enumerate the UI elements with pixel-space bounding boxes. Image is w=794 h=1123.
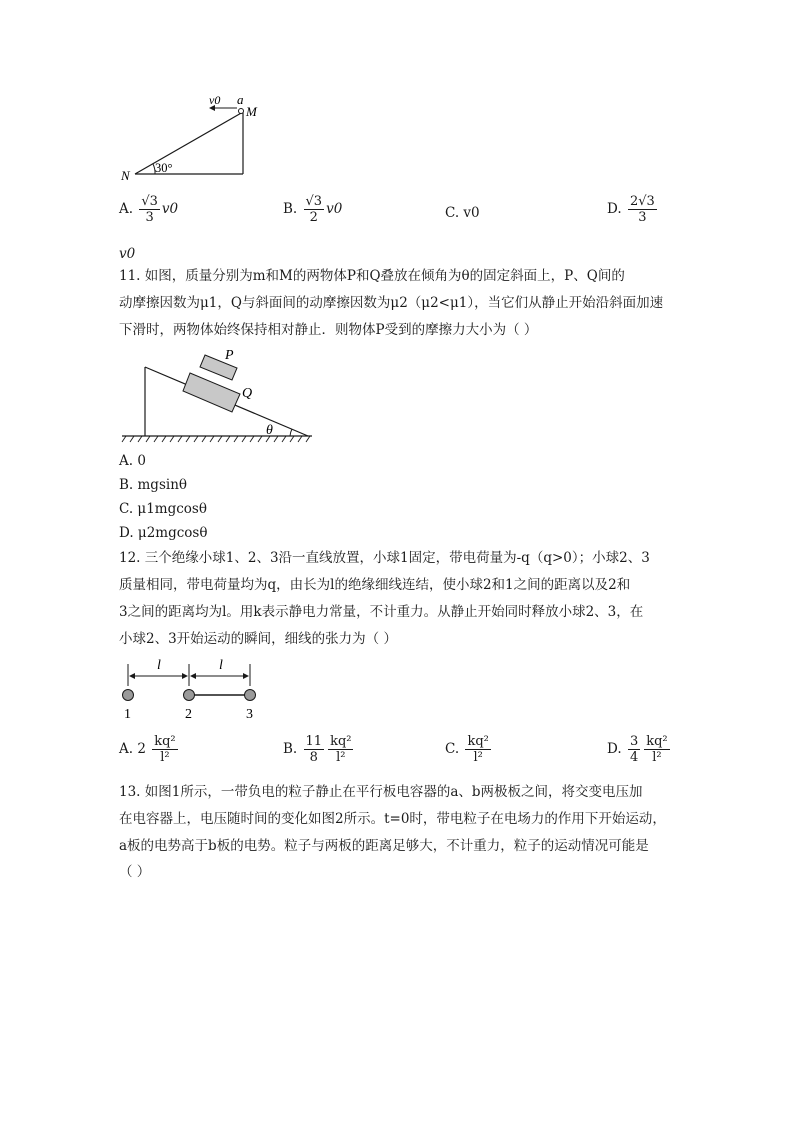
label-a: a <box>237 92 244 107</box>
q13-line-4: （ ） <box>119 864 151 880</box>
label-N: N <box>121 168 130 183</box>
q13-line-2: 在电容器上，电压随时间的变化如图2所示。t=0时，带电粒子在电场力的作用下开始运动， <box>119 811 666 827</box>
q12-option-c[interactable]: C. $\frac{\text{kq²}}{\text{l²}}$ <box>445 734 489 765</box>
q10-option-d[interactable]: D. $\frac{2√3}{3}$ <box>607 194 655 225</box>
incline-figure <box>115 92 275 188</box>
three-balls-figure <box>116 654 266 724</box>
label-theta: θ <box>266 423 273 438</box>
label-v0: v0 <box>209 93 221 107</box>
label-P: P <box>225 348 234 363</box>
q12-line-4: 小球2、3开始运动的瞬间，细线的张力为（ ） <box>119 631 397 647</box>
label-ball-2: 2 <box>185 707 192 722</box>
point-a-marker <box>239 109 244 114</box>
q12-option-d[interactable]: D. $\frac{3}{4}$ $\frac{\text{kq²}}{\text{l²}}$ <box>607 734 668 765</box>
q11-line-2: 动摩擦因数为μ1，Q与斜面间的动摩擦因数为μ2（μ2<μ1），当它们从静止开始沿斜面加速 <box>119 295 664 311</box>
incline-hypotenuse <box>135 112 243 174</box>
dim1-arrow-left <box>129 673 135 679</box>
q10-option-b[interactable]: B. $\frac{√3}{2}$ v0 <box>283 194 343 225</box>
q12-option-a[interactable]: A. 2 $\frac{\text{kq²}}{\text{l²}}$ <box>119 734 176 765</box>
ground-hatch <box>122 436 310 442</box>
dim2-arrow-right <box>243 673 249 679</box>
q11-option-d[interactable]: D. μ2mgcosθ <box>119 525 208 541</box>
q12-line-1: 12. 三个绝缘小球1、2、3沿一直线放置，小球1固定，带电荷量为-q（q>0）；小球2、3 <box>119 550 650 566</box>
blocks-incline-figure <box>118 346 318 446</box>
q11-option-a[interactable]: A. 0 <box>119 453 146 469</box>
q13-line-1: 13. 如图1所示，一带负电的粒子静止在平行板电容器的a、b两极板之间，将交变电压加 <box>119 784 643 800</box>
label-ball-3: 3 <box>246 707 253 722</box>
q10-option-d-tail: v0 <box>119 246 136 262</box>
q12-option-b[interactable]: B. $\frac{11}{8}$ $\frac{\text{kq²}}{\text{l²}}$ <box>283 734 352 765</box>
label-l-1: l <box>157 658 161 673</box>
q10-option-a[interactable]: A. $\frac{√3}{3}$ v0 <box>119 194 179 225</box>
q13-line-3: a板的电势高于b板的电势。粒子与两板的距离足够大，不计重力，粒子的运动情况可能是 <box>119 838 649 854</box>
dim1-arrow-right <box>182 673 188 679</box>
ball-1 <box>123 690 134 701</box>
q11-line-3: 下滑时，两物体始终保持相对静止．则物体P受到的摩擦力大小为（ ） <box>119 322 538 338</box>
q12-line-3: 3之间的距离均为l。用k表示静电力常量，不计重力。从静止开始同时释放小球2、3，在 <box>119 604 644 620</box>
q11-option-b[interactable]: B. mgsinθ <box>119 477 188 493</box>
label-angle: 30° <box>155 161 173 175</box>
label-Q: Q <box>242 386 253 401</box>
label-l-2: l <box>219 658 223 673</box>
q11-line-1: 11. 如图，质量分别为m和M的两物体P和Q叠放在倾角为θ的固定斜面上，P、Q间的 <box>119 268 625 284</box>
dim2-arrow-left <box>190 673 196 679</box>
theta-arc <box>290 429 292 436</box>
ball-2 <box>184 690 195 701</box>
label-M: M <box>246 104 257 119</box>
ball-3 <box>245 690 256 701</box>
q11-option-c[interactable]: C. μ1mgcosθ <box>119 501 207 517</box>
label-ball-1: 1 <box>124 707 131 722</box>
q10-option-c[interactable]: C. v0 <box>445 205 480 221</box>
q12-line-2: 质量相同，带电荷量均为q，由长为l的绝缘细线连结，使小球2和1之间的距离以及2和 <box>119 577 631 593</box>
